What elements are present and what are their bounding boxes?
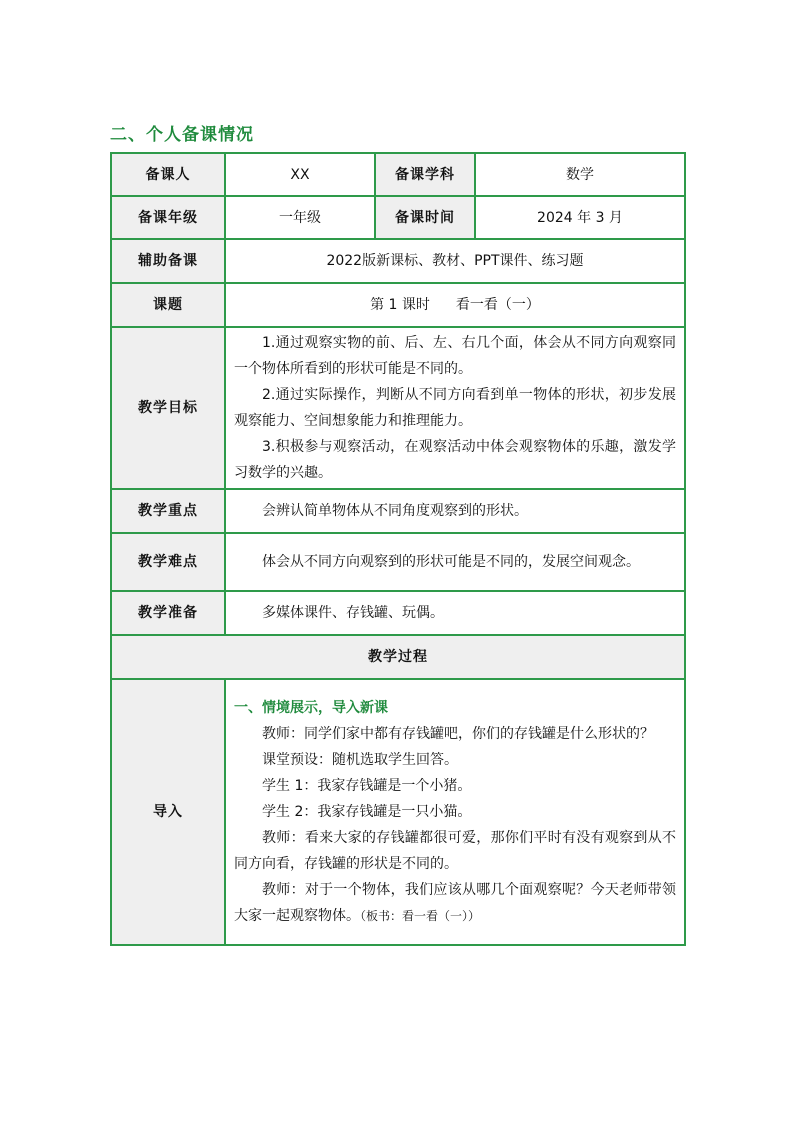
row-grade xyxy=(111,196,685,239)
row-prep xyxy=(111,591,685,635)
intro-last-text: 教师：对于一个物体，我们应该从哪几个面观察呢？今天老师带领大家一起观察物体。 xyxy=(234,882,676,924)
board-note: （板书：看一看（一）） xyxy=(360,909,481,923)
key-text: 会辨认简单物体从不同角度观察到的形状。 xyxy=(262,503,528,519)
process-header: 教学过程 xyxy=(111,635,685,679)
time-value: 2024 年 3 月 xyxy=(475,196,685,239)
prep-text: 多媒体课件、存钱罐、玩偶。 xyxy=(262,605,444,621)
topic-title: 看一看（一） xyxy=(455,297,540,313)
prep-value xyxy=(225,591,685,635)
row-teacher xyxy=(111,153,685,196)
intro-label: 导入 xyxy=(111,679,225,945)
goals-content xyxy=(225,327,685,489)
subject-label: 备课学科 xyxy=(375,153,475,196)
time-label: 备课时间 xyxy=(375,196,475,239)
row-topic xyxy=(111,283,685,327)
row-intro xyxy=(111,679,685,945)
difficulty-value xyxy=(225,533,685,591)
topic-value xyxy=(225,283,685,327)
goal-item-3: 3.积极参与观察活动，在观察活动中体会观察物体的乐趣，激发学习数学的兴趣。 xyxy=(234,439,676,481)
goal-item-2: 2.通过实际操作，判断从不同方向看到单一物体的形状，初步发展观察能力、空间想象能力和推理能力。 xyxy=(234,387,676,429)
intro-line-5: 教师：看来大家的存钱罐都很可爱，那你们平时有没有观察到从不同方向看，存钱罐的形状是不同的。 xyxy=(234,830,676,872)
goals-label: 教学目标 xyxy=(111,327,225,489)
goal-item-1: 1.通过观察实物的前、后、左、右几个面，体会从不同方向观察同一个物体所看到的形状可能是不同的。 xyxy=(234,335,676,377)
teacher-label: 备课人 xyxy=(111,153,225,196)
key-label: 教学重点 xyxy=(111,489,225,533)
intro-line-4: 学生 2：我家存钱罐是一只小猫。 xyxy=(262,804,472,820)
aux-label: 辅助备课 xyxy=(111,239,225,283)
intro-line-2: 课堂预设：随机选取学生回答。 xyxy=(262,752,458,768)
intro-line-1: 教师：同学们家中都有存钱罐吧，你们的存钱罐是什么形状的？ xyxy=(262,726,654,742)
lesson-plan-table xyxy=(110,152,686,946)
intro-content xyxy=(225,679,685,945)
teacher-value: XX xyxy=(225,153,375,196)
row-key-point xyxy=(111,489,685,533)
grade-label: 备课年级 xyxy=(111,196,225,239)
grade-value: 一年级 xyxy=(225,196,375,239)
topic-label: 课题 xyxy=(111,283,225,327)
prep-label: 教学准备 xyxy=(111,591,225,635)
row-goals xyxy=(111,327,685,489)
intro-heading: 一、情境展示，导入新课 xyxy=(234,700,388,716)
row-aux xyxy=(111,239,685,283)
difficulty-label: 教学难点 xyxy=(111,533,225,591)
intro-line-3: 学生 1：我家存钱罐是一个小猪。 xyxy=(262,778,472,794)
row-process xyxy=(111,635,685,679)
subject-value: 数学 xyxy=(475,153,685,196)
topic-lesson: 第 1 课时 xyxy=(370,297,430,313)
aux-value: 2022版新课标、教材、PPT课件、练习题 xyxy=(225,239,685,283)
section-title: 二、个人备课情况 xyxy=(110,125,254,145)
intro-line-6 xyxy=(234,877,676,929)
row-difficulty xyxy=(111,533,685,591)
difficulty-text: 体会从不同方向观察到的形状可能是不同的，发展空间观念。 xyxy=(262,554,640,570)
key-value xyxy=(225,489,685,533)
